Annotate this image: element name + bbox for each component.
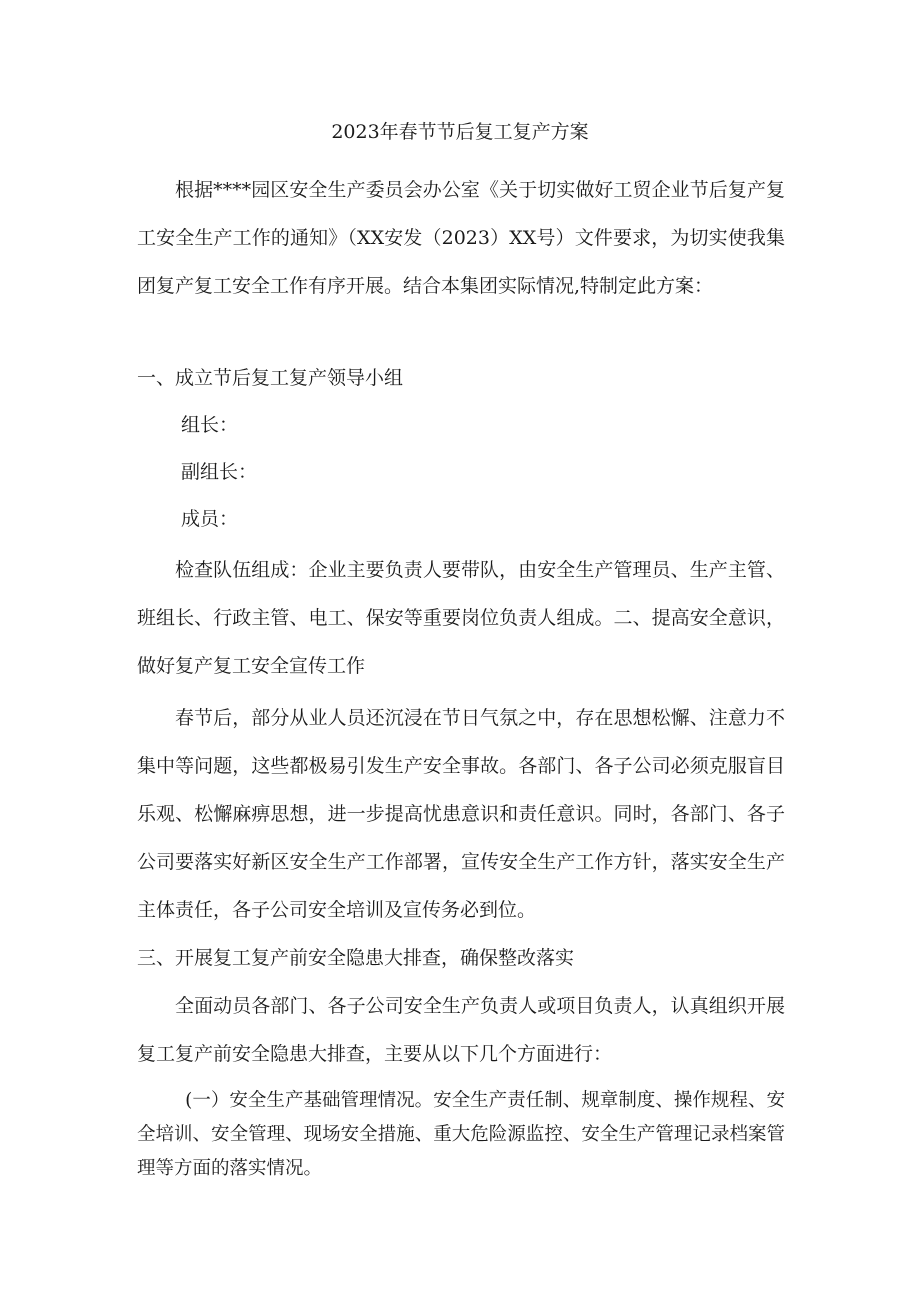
section-1-heading: 一、成立节后复工复产领导小组 (137, 367, 404, 389)
item-1-paragraph: (一）安全生产基础管理情况。安全生产责任制、规章制度、操作规程、安全培训、安全管理、现场安全措施、重大危险源监控、安全生产管理记录档案管理等方面的落实情况。 (137, 1090, 785, 1179)
intro-paragraph: 根据****园区安全生产委员会办公室《关于切实做好工贸企业节后复产复工安全生产工作的通知》（XX安发（2023）XX号）文件要求，为切实使我集团复产复工安全工作有序开展。结合本集团实际情况,特制定此方案： (137, 179, 785, 297)
document-title: 2023年春节节后复工复产方案 (331, 121, 589, 143)
member-label: 成员： (181, 508, 239, 530)
inspection-team-paragraph: 检查队伍组成：企业主要负责人要带队，由安全生产管理员、生产主管、班组长、行政主管、电工、保安等重要岗位负责人组成。二、提高安全意识，做好复产复工安全宣传工作 (137, 559, 785, 677)
leader-label: 组长： (181, 414, 239, 436)
section-3-heading: 三、开展复工复产前安全隐患大排查，确保整改落实 (137, 947, 575, 969)
mobilize-paragraph: 全面动员各部门、各子公司安全生产负责人或项目负责人，认真组织开展复工复产前安全隐患大排查，主要从以下几个方面进行： (137, 995, 785, 1065)
deputy-leader-label: 副组长： (181, 461, 258, 483)
festival-safety-paragraph: 春节后，部分从业人员还沉浸在节日气氛之中，存在思想松懈、注意力不集中等问题，这些都极易引发生产安全事故。各部门、各子公司必须克服盲目乐观、松懈麻痹思想，进一步提高忧患意识和责任意识。同时，各部门、各子公司要落实好新区安全生产工作部署，宣传安全生产工作方针，落实安全生产主体责任，各子公司安全培训及宣传务必到位。 (137, 707, 785, 921)
